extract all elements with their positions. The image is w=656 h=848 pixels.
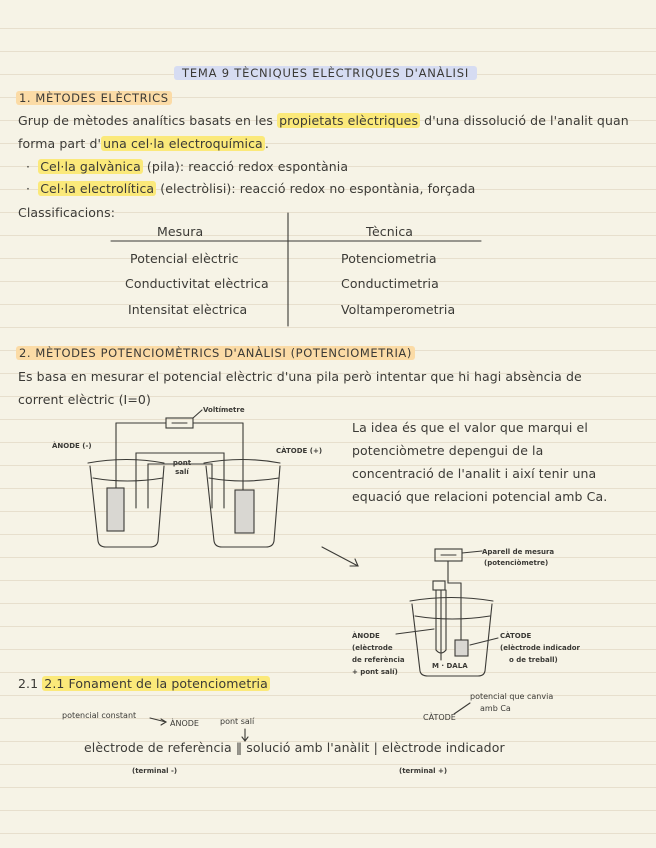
idea-line: equació que relacioni potencial amb Ca. (352, 489, 608, 504)
terminal-positive: (terminal +) (399, 767, 448, 775)
cathode2-desc: (elèctrode indicador (500, 644, 580, 652)
section2-line2: corrent elèctric (I=0) (18, 392, 151, 407)
right-solution (209, 478, 279, 481)
cathode2-desc: o de treball) (509, 656, 558, 664)
anode2-desc: (elèctrode (352, 644, 393, 652)
anode2-label: ÀNODE (352, 632, 380, 640)
table-cell: Conductimetria (341, 276, 439, 291)
apparatus-label: Aparell de mesura (482, 548, 555, 556)
idea-line: potenciòmetre depengui de la (352, 443, 544, 458)
apparatus-pointer (462, 551, 482, 553)
table-cell: Potencial elèctric (130, 251, 239, 266)
constant-arrow-head (161, 719, 166, 725)
left-beaker (90, 466, 164, 547)
table-header-tecnica: Tècnica (366, 224, 414, 239)
section1-heading: 1. MÈTODES ELÈCTRICS (16, 91, 172, 105)
classifications-label: Classificacions: (18, 205, 116, 220)
table-cell: Potenciometria (341, 251, 437, 266)
constant-potential-label: potencial constant (62, 711, 137, 720)
apparatus-label-2: (potenciòmetre) (484, 559, 549, 567)
salt-bridge-inner (148, 464, 212, 508)
section2-heading: 2. MÈTODES POTENCIOMÈTRICS D'ANÀLISI (POTENCIOMETRIA) (16, 346, 415, 360)
cell-notation: elèctrode de referència ‖ solució amb l'anàlit | elèctrode indicador (84, 740, 505, 755)
idea-line: La idea és que el valor que marqui el (352, 420, 588, 435)
cathode2-label: CÀTODE (500, 632, 532, 640)
left-beaker-rim (88, 460, 164, 464)
right-beaker-rim (204, 460, 280, 464)
table-cell: Intensitat elèctrica (128, 302, 248, 317)
voltmeter-pointer (193, 410, 202, 418)
table-cell: Conductivitat elèctrica (125, 276, 269, 291)
arrow-line (322, 547, 358, 566)
left-solution (93, 478, 163, 481)
right-electrode (235, 490, 254, 533)
ref-electrode-cap (433, 581, 445, 590)
cathode-pointer (470, 638, 498, 645)
cathode-label: CÀTODE (+) (276, 447, 323, 455)
table-cell: Voltamperometria (341, 302, 456, 317)
section2-line1: Es basa en mesurar el potencial elèctric d'una pila però intentar que hi hagi absència de (18, 369, 582, 384)
changing-potential-label-2: amb Ca (480, 704, 511, 713)
anode2-desc: + pont salí) (352, 668, 398, 676)
changing-potential-label: potencial que canvia (470, 692, 554, 701)
left-electrode (107, 488, 124, 531)
cathode-inline-label: CÀTODE (423, 713, 456, 722)
anode2-desc: de referència (352, 656, 405, 664)
beaker2-rim (410, 598, 493, 602)
section1-line1: Grup de mètodes analítics basats en les propietats elèctriques d'una dissolució de l'analit quan (18, 113, 629, 128)
bullet-electrolytic: · Cel·la electrolítica (electròlisi): reacció redox no espontània, forçada (26, 181, 476, 196)
section21-heading: 2.1 2.1 Fonament de la potenciometria (18, 676, 268, 691)
cathode-arrow (454, 703, 470, 714)
anode-inline-label: ÀNODE (170, 719, 199, 728)
voltmeter-label: Voltímetre (203, 406, 245, 414)
beaker2 (412, 604, 492, 676)
terminal-negative: (terminal -) (132, 767, 178, 775)
salt-bridge-label: pont salí (172, 459, 192, 476)
salt-bridge-inline-label: pont salí (220, 717, 255, 726)
idea-line: concentració de l'analit i així tenir una (352, 466, 597, 481)
anode-label: ÀNODE (-) (52, 442, 92, 450)
bullet-galvanic: · Cel·la galvànica (pila): reacció redox espontània (26, 159, 349, 174)
indicator-electrode (455, 640, 468, 656)
section1-line2: forma part d' una cel·la electroquímica . (18, 136, 269, 151)
beaker2-solution (415, 616, 490, 619)
solution-label: M · DALA (432, 662, 468, 670)
table-header-mesura: Mesura (157, 224, 204, 239)
page-title: TEMA 9 TÈCNIQUES ELÈCTRIQUES D'ANÀLISI (174, 66, 477, 80)
